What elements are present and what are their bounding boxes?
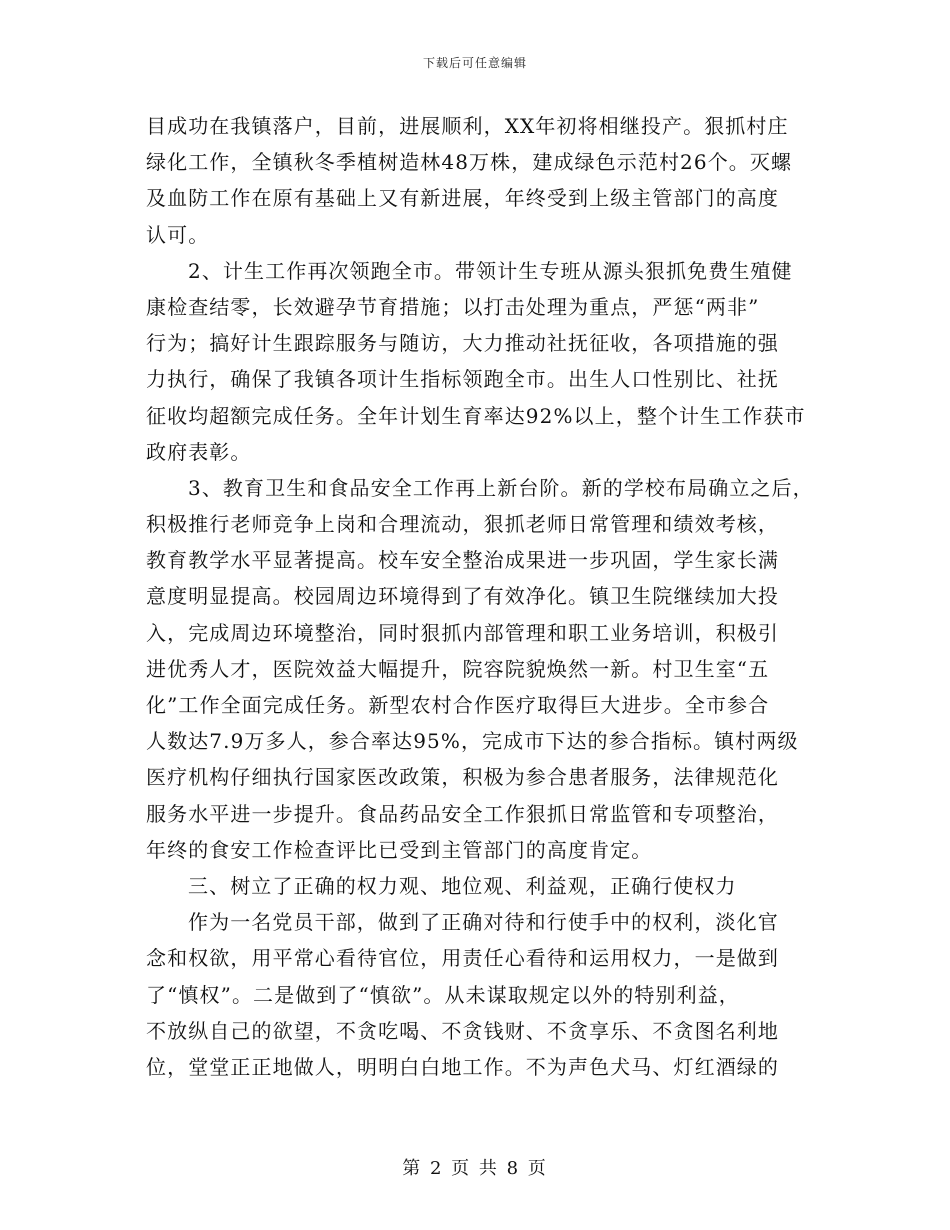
text-line: 三、树立了正确的权力观、地位观、利益观，正确行使权力 (188, 873, 737, 898)
page-footer: 第 2 页 共 8 页 (402, 1158, 548, 1179)
text-line: 念和权欲，用平常心看待官位，用责任心看待和运用权力，一是做到 (146, 946, 779, 971)
text-line: 人数达7.9万多人，参合率达95%，完成市下达的参合指标。镇村两级 (146, 729, 799, 754)
text-line: 位，堂堂正正地做人，明明白白地工作。不为声色犬马、灯红酒绿的 (146, 1054, 779, 1079)
text-line: 目成功在我镇落户，目前，进展顺利，XX年初将相继投产。狠抓村庄 (146, 114, 789, 138)
text-line: 年终的食安工作检查评比已受到主管部门的高度肯定。 (146, 837, 653, 862)
text-line: 服务水平进一步提升。食品药品安全工作狠抓日常监管和专项整治， (146, 801, 779, 826)
text-line: 意度明显提高。校园周边环境得到了有效净化。镇卫生院继续加大投 (146, 584, 779, 609)
text-line: 入，完成周边环境整治，同时狠抓内部管理和职工业务培训，积极引 (146, 620, 779, 645)
text-line: 不放纵自己的欲望，不贪吃喝、不贪钱财、不贪享乐、不贪图名利地 (146, 1018, 779, 1043)
text-line: 3、教育卫生和食品安全工作再上新台阶。新的学校布局确立之后， (188, 475, 814, 500)
text-line: 认可。 (146, 222, 210, 247)
document-body (146, 108, 836, 1085)
text-line: 积极推行老师竞争上岗和合理流动，狠抓老师日常管理和绩效考核， (146, 512, 779, 537)
text-line: 医疗机构仔细执行国家医改政策，积极为参合患者服务，法律规范化 (146, 765, 779, 790)
page-header: 下载后可任意编辑 (422, 56, 527, 70)
text-line: 化”工作全面完成任务。新型农村合作医疗取得巨大进步。全市参合 (146, 693, 770, 717)
text-line: 进优秀人才，医院效益大幅提升，院容院貌焕然一新。村卫生室“五 (146, 656, 770, 681)
text-line: 力执行，确保了我镇各项计生指标领跑全市。出生人口性别比、社抚 (146, 367, 779, 392)
text-line: 2、计生工作再次领跑全市。带领计生专班从源头狠抓免费生殖健 (188, 258, 793, 283)
text-line: 行为；搞好计生跟踪服务与随访，大力推动社抚征收，各项措施的强 (146, 331, 779, 356)
text-line: 教育教学水平显著提高。校车安全整治成果进一步巩固，学生家长满 (146, 548, 779, 573)
text-line: 政府表彰。 (146, 439, 252, 464)
text-line: 及血防工作在原有基础上又有新进展，年终受到上级主管部门的高度 (146, 186, 779, 211)
text-line: 作为一名党员干部，做到了正确对待和行使手中的权利，淡化官 (188, 910, 779, 935)
text-line: 康检查结零，长效避孕节育措施；以打击处理为重点，严惩“两非” (146, 294, 760, 319)
text-line: 征收均超额完成任务。全年计划生育率达92%以上，整个计生工作获市 (146, 403, 806, 428)
text-line: 了“慎权”。二是做到了“慎欲”。从未谋取规定以外的特别利益， (146, 982, 740, 1007)
text-line: 绿化工作，全镇秋冬季植树造林48万株，建成绿色示范村26个。灭螺 (146, 150, 793, 175)
